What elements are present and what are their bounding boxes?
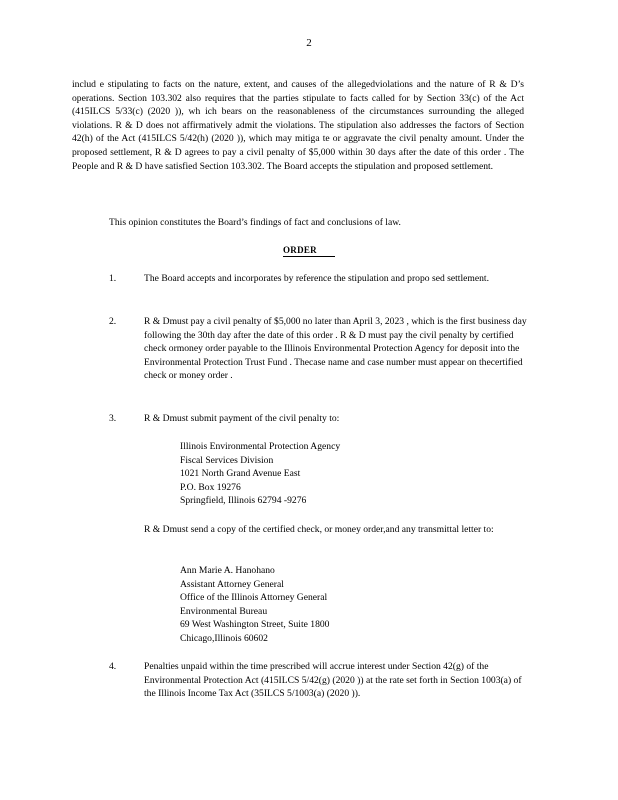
address-line: Springfield, Illinois 62794 -9276 [180, 495, 307, 507]
address-line: Chicago,Illinois 60602 [180, 632, 268, 644]
address-line: P.O. Box 19276 [180, 481, 241, 493]
payment-address-block [180, 440, 340, 508]
order-item-number: 3. [109, 413, 117, 424]
address-line: 1021 North Grand Avenue East [180, 468, 301, 480]
page-number: 2 [306, 37, 312, 49]
body-paragraph-2: This opinion constitutes the Board’s findings of fact and conclusions of law. [109, 217, 401, 228]
order-heading-text: ORDER [283, 245, 335, 257]
address-line: Office of the Illinois Attorney General [180, 592, 328, 604]
address-line: Assistant Attorney General [180, 578, 284, 590]
address-line: 69 West Washington Street, Suite 1800 [180, 619, 330, 631]
address-line: Ann Marie A. Hanohano [180, 565, 275, 576]
address-line: Illinois Environmental Protection Agency [180, 441, 341, 452]
order-item-number: 2. [109, 316, 117, 327]
address-line: Fiscal Services Division [180, 454, 274, 466]
order-item-text: The Board accepts and incorporates by reference the stipulation and propo sed settlement. [144, 273, 489, 284]
order-heading [0, 245, 618, 255]
order-item-text: R & Dmust pay a civil penalty of $5,000 no later than April 3, 2023 , which is the first business day following the 30th day after the date of this order . R & D must pay the civil penalty by certified check ormoney order payable to the Illinois Environmental Protection Agency for deposit into the Environmental Protection Trust Fund . Thecase name and case number must appear on thecertified check or money order . [144, 316, 527, 382]
copy-address-block [180, 564, 329, 646]
address-line: Environmental Bureau [180, 605, 268, 617]
order-item-text: Penalties unpaid within the time prescribed will accrue interest under Section 42(g) of the Environmental Protection Act (415ILCS 5/42(g) (2020 )) at the rate set forth in Section 1003(a) of the Illinois Income Tax Act (35ILCS 5/1003(a) (2020 )). [144, 661, 522, 700]
order-item-text: R & Dmust submit payment of the civil penalty to: [144, 413, 340, 424]
copy-instruction: R & Dmust send a copy of the certified check, or money order,and any transmittal letter to: [144, 524, 494, 535]
order-item-number: 4. [109, 661, 117, 672]
order-item-number: 1. [109, 273, 117, 284]
body-paragraph-1: includ e stipulating to facts on the nature, extent, and causes of the allegedviolations and the nature of R & D’s operations. Section 103.302 also requires that the parties stipulate to facts called for by Section 33(c) of the Act (415ILCS 5/33(c) (2020 )), wh ich bears on the reasonableness of the circumstances surrounding the alleged violations. R & D does not affirmatively admit the violations. The stipulation also addresses the factors of Section 42(h) of the Act (415ILCS 5/42(h) (2020 )), which may mitiga te or aggravate the civil penalty amount. Under the proposed settlement, R & D agrees to pay a civil penalty of $5,000 within 30 days after the date of this order . The People and R & D have satisfied Section 103.302. The Board accepts the stipulation and proposed settlement. [72, 79, 524, 172]
